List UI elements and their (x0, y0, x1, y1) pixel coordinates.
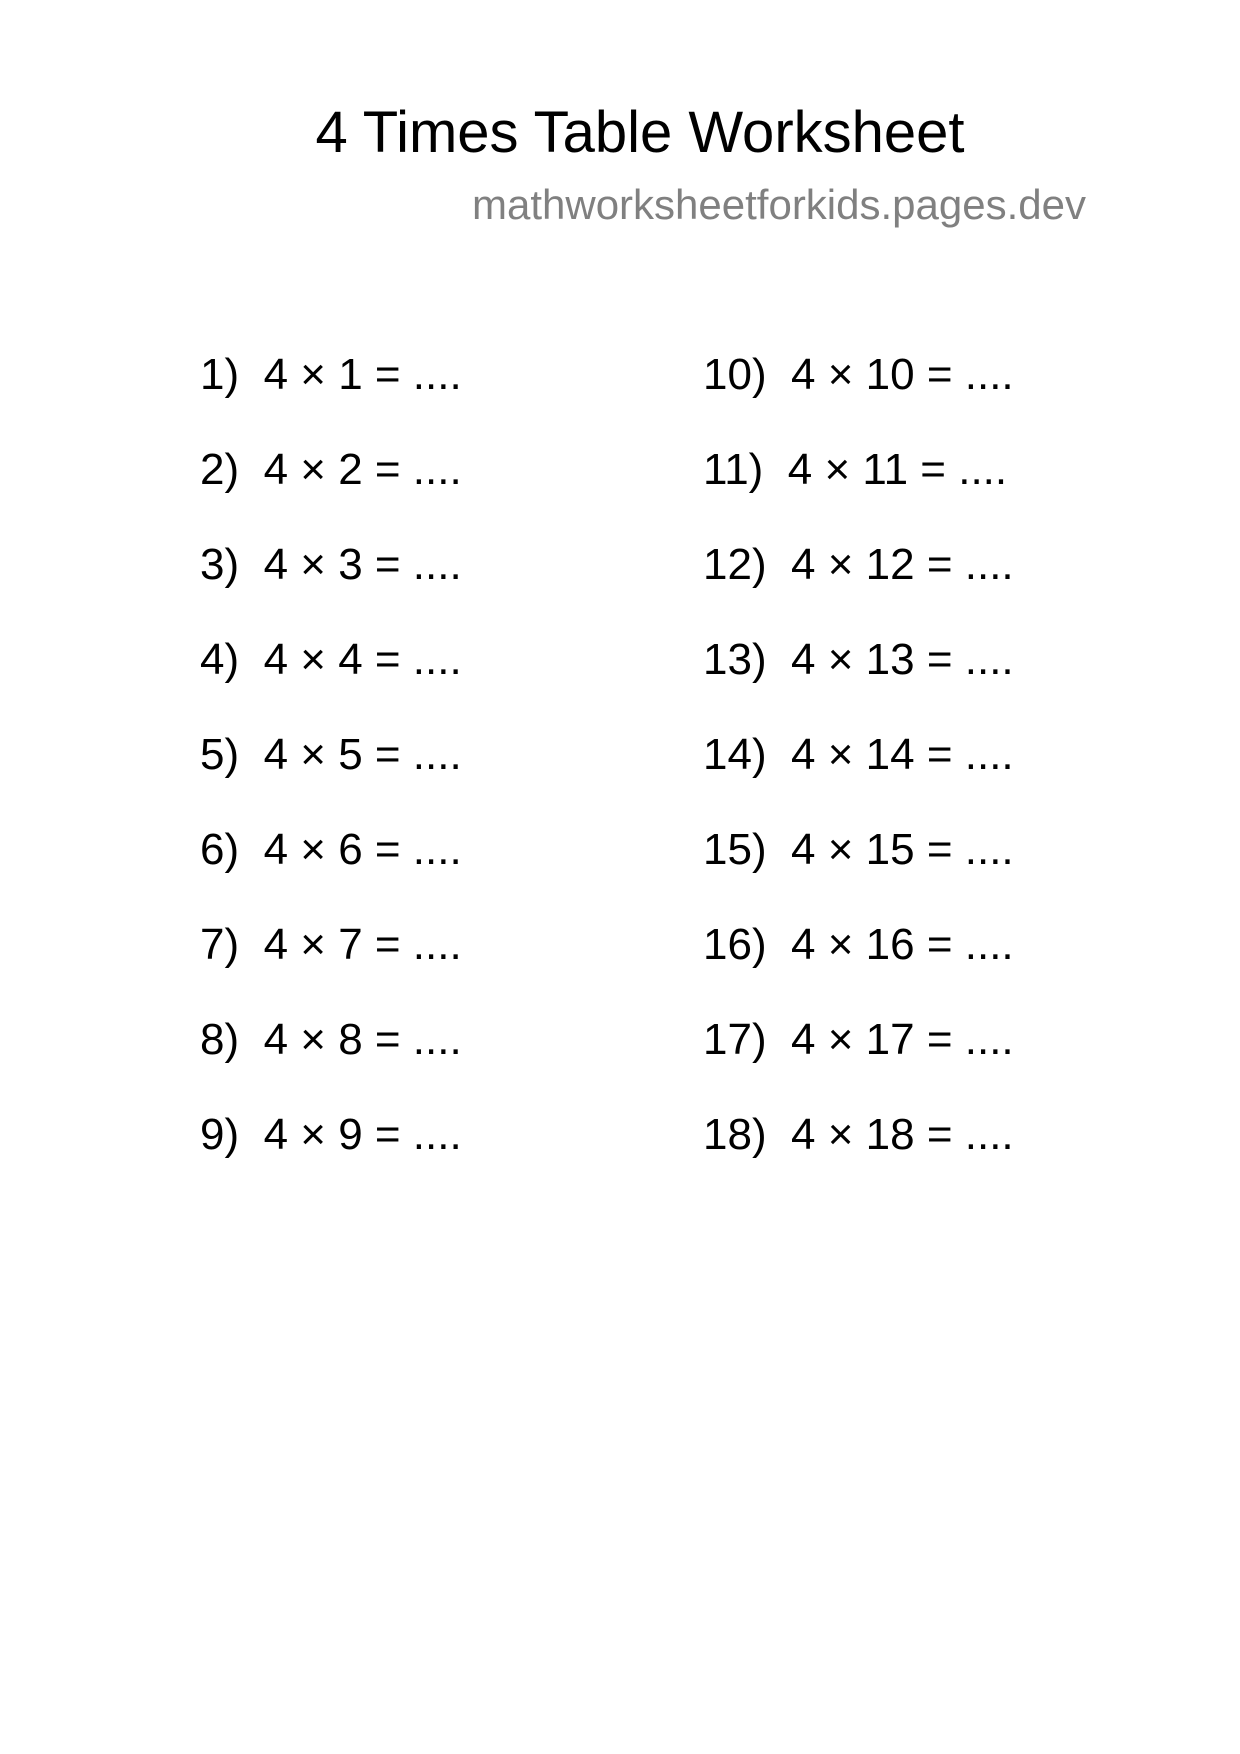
problem-16: 16) 4 × 16 = .... (703, 920, 1014, 969)
worksheet-title: 4 Times Table Worksheet (315, 100, 965, 165)
problem-5: 5) 4 × 5 = .... (200, 730, 462, 779)
problem-18: 18) 4 × 18 = .... (703, 1110, 1014, 1159)
problem-10: 10) 4 × 10 = .... (703, 350, 1014, 399)
problems-column-left (200, 347, 462, 1202)
problem-3: 3) 4 × 3 = .... (200, 540, 462, 589)
problem-4: 4) 4 × 4 = .... (200, 635, 462, 684)
problem-2: 2) 4 × 2 = .... (200, 445, 462, 494)
problem-1: 1) 4 × 1 = .... (200, 350, 462, 399)
problem-15: 15) 4 × 15 = .... (703, 825, 1014, 874)
problem-17: 17) 4 × 17 = .... (703, 1015, 1014, 1064)
problem-8: 8) 4 × 8 = .... (200, 1015, 462, 1064)
problem-13: 13) 4 × 13 = .... (703, 635, 1014, 684)
problem-11: 11) 4 × 11 = .... (703, 445, 1008, 494)
problem-9: 9) 4 × 9 = .... (200, 1110, 462, 1159)
problem-6: 6) 4 × 6 = .... (200, 825, 462, 874)
website-watermark: mathworksheetforkids.pages.dev (472, 181, 1086, 228)
problem-12: 12) 4 × 12 = .... (703, 540, 1014, 589)
problem-7: 7) 4 × 7 = .... (200, 920, 462, 969)
problems-column-right (703, 347, 1014, 1202)
problem-14: 14) 4 × 14 = .... (703, 730, 1014, 779)
